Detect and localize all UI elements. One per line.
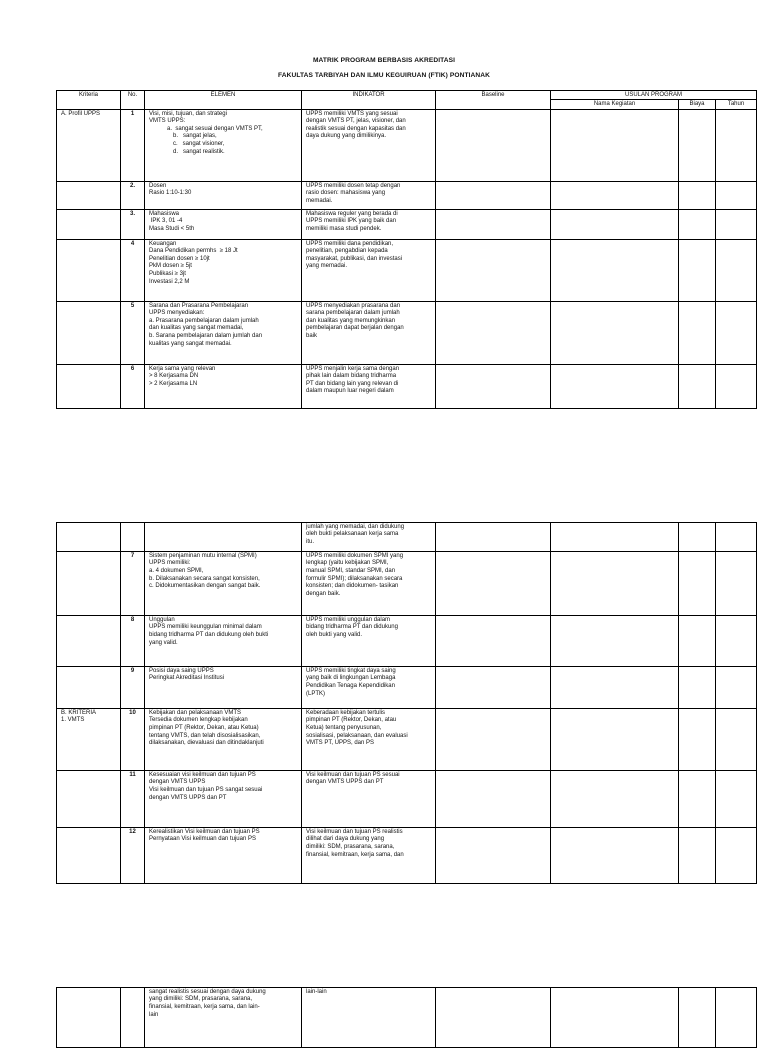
cell-indikator: [302, 364, 436, 408]
header-indikator: INDIKATOR: [302, 91, 436, 110]
elemen-line: Kerja sama yang relevan: [149, 365, 216, 372]
indikator-line: yang memadai.: [306, 263, 348, 270]
cell-elemen: [145, 988, 302, 1048]
elemen-line: > 8 Kerjasama DN: [149, 373, 199, 380]
indikator-line: VMTS PT, UPPS, dan PS: [306, 740, 375, 747]
indikator-line: lain-lain: [306, 988, 327, 995]
cell-baseline: [436, 709, 551, 771]
cell-tahun: [716, 109, 757, 181]
elemen-line: sangat realistis sesuai dengan daya dukung: [149, 988, 266, 995]
elemen-line: dengan VMTS UPPS dan PT: [149, 794, 227, 801]
cell-indikator: [302, 709, 436, 771]
cell-no: 1: [121, 109, 145, 181]
matrix-table-page-2: [56, 522, 757, 884]
cell-indikator: [302, 552, 436, 616]
indikator-line: realistik sesuai dengan kapasitas dan: [306, 125, 406, 132]
indikator-line: Ketua) tentang penyusunan,: [306, 724, 382, 731]
cell-tahun: [716, 988, 757, 1048]
cell-nama-kegiatan: [551, 109, 679, 181]
cell-indikator: [302, 667, 436, 709]
header-baseline: Baseline: [436, 91, 551, 110]
indikator-line: UPPS menjalin kerja sama dengan: [306, 365, 400, 372]
cell-elemen: [145, 771, 302, 828]
indikator-line: oleh bukti yang valid.: [306, 631, 363, 638]
elemen-line: tentang VMTS, dan telah disosialisasikan,: [149, 732, 261, 739]
elemen-line: lain: [149, 1011, 159, 1018]
elemen-line: dengan VMTS UPPS: [149, 779, 206, 786]
indikator-line: (LPTK): [306, 690, 326, 697]
cell-baseline: [436, 828, 551, 884]
table-row: [57, 239, 757, 301]
indikator-line: memadai.: [306, 197, 333, 204]
indikator-line: yang baik di lingkungan Lembaga: [306, 675, 396, 682]
elemen-line: UPPS memiliki keunggulan minimal dalam: [149, 624, 262, 631]
cell-nama-kegiatan: [551, 364, 679, 408]
cell-tahun: [716, 709, 757, 771]
cell-baseline: [436, 109, 551, 181]
cell-biaya: [679, 181, 716, 209]
elemen-line: Tersedia dokumen lengkap kebijakan: [149, 717, 248, 724]
cell-no: 8: [121, 616, 145, 667]
indikator-line: masyarakat, publikasi, dan investasi: [306, 255, 403, 262]
indikator-line: Visi keilmuan dan tujuan PS realistis: [306, 828, 403, 835]
cell-no: [121, 523, 145, 552]
elemen-line: a. Prasarana pembelajaran dalam jumlah: [149, 317, 259, 324]
elemen-line: c. Didokumentasikan dengan sangat baik.: [149, 583, 261, 590]
cell-nama-kegiatan: [551, 667, 679, 709]
indikator-line: formulir SPMI); dilaksanakan secara: [306, 575, 403, 582]
indikator-line: sosialisasi, pelaksanaan, dan evaluasi: [306, 732, 408, 739]
matrix-table-page-3: [56, 987, 757, 1048]
elemen-line: Visi keilmuan dan tujuan PS sangat sesuai: [149, 786, 263, 793]
cell-no: 4: [121, 239, 145, 301]
elemen-line: Sistem penjaminan mutu internal (SPMI): [149, 552, 257, 559]
cell-nama-kegiatan: [551, 209, 679, 239]
header-tahun: Tahun: [716, 100, 757, 109]
indikator-line: daya dukung yang dimilikinya.: [306, 133, 387, 140]
cell-biaya: [679, 109, 716, 181]
cell-biaya: [679, 239, 716, 301]
cell-kriteria: [57, 209, 121, 239]
cell-biaya: [679, 552, 716, 616]
cell-no: 12: [121, 828, 145, 884]
elemen-line: Kebijakan dan pelaksanaan VMTS: [149, 709, 242, 716]
cell-tahun: [716, 667, 757, 709]
cell-nama-kegiatan: [551, 552, 679, 616]
cell-baseline: [436, 667, 551, 709]
indikator-line: itu.: [306, 538, 315, 545]
document-title: MATRIK PROGRAM BERBASIS AKREDITASI: [312, 57, 456, 64]
indikator-line: dan kualitas yang memungkinkan: [306, 317, 396, 324]
cell-elemen: [145, 364, 302, 408]
indikator-line: Keberadaan kebijakan tertulis: [306, 709, 386, 716]
cell-nama-kegiatan: [551, 181, 679, 209]
cell-elemen: [145, 616, 302, 667]
cell-baseline: [436, 364, 551, 408]
table-row: [57, 828, 757, 884]
cell-nama-kegiatan: [551, 239, 679, 301]
elemen-line: Peringkat Akreditasi Institusi: [149, 675, 225, 682]
elemen-line: pimpinan PT (Rektor, Dekan, atau Ketua): [149, 724, 259, 731]
cell-no: [121, 988, 145, 1048]
indikator-line: rasio dosen: mahasiswa yang: [306, 190, 386, 197]
cell-baseline: [436, 209, 551, 239]
cell-baseline: [436, 771, 551, 828]
cell-indikator: [302, 181, 436, 209]
indikator-line: UPPS memiliki IPK yang baik dan: [306, 218, 397, 225]
cell-biaya: [679, 709, 716, 771]
cell-indikator: [302, 523, 436, 552]
elemen-line: a. sangat sesuai dengan VMTS PT,: [167, 125, 263, 132]
elemen-line: bidang tridharma PT dan didukung oleh bukti: [149, 631, 269, 638]
cell-indikator: [302, 616, 436, 667]
cell-tahun: [716, 552, 757, 616]
elemen-line: Dosen: [149, 182, 167, 189]
indikator-line: UPPS memiliki dosen tetap dengan: [306, 182, 401, 189]
cell-biaya: [679, 364, 716, 408]
cell-no: 2.: [121, 181, 145, 209]
indikator-line: UPPS menyediakan prasarana dan: [306, 302, 401, 309]
indikator-line: Mahasiswa reguler yang berada di: [306, 210, 398, 217]
cell-elemen: [145, 709, 302, 771]
cell-tahun: [716, 616, 757, 667]
cell-kriteria: [57, 828, 121, 884]
cell-biaya: [679, 667, 716, 709]
elemen-line: b. Dilaksanakan secara sangat konsisten,: [149, 575, 260, 582]
cell-no: 6: [121, 364, 145, 408]
indikator-line: dalam maupun luar negeri dalam: [306, 388, 394, 395]
indikator-line: Visi keilmuan dan tujuan PS sesuai: [306, 771, 400, 778]
elemen-line: Pernyataan Visi keilmuan dan tujuan PS: [149, 836, 256, 843]
cell-kriteria: [57, 616, 121, 667]
cell-no: 11: [121, 771, 145, 828]
cell-nama-kegiatan: [551, 828, 679, 884]
cell-nama-kegiatan: [551, 301, 679, 364]
table-row: [57, 301, 757, 364]
cell-biaya: [679, 301, 716, 364]
indikator-line: dengan baik.: [306, 590, 341, 597]
indikator-line: dengan VMTS UPPS dan PT: [306, 779, 384, 786]
cell-nama-kegiatan: [551, 771, 679, 828]
indikator-line: UPPS memiliki dokumen SPMI yang: [306, 552, 404, 559]
table-row: [57, 988, 757, 1048]
cell-tahun: [716, 828, 757, 884]
cell-baseline: [436, 181, 551, 209]
cell-indikator: [302, 301, 436, 364]
header-kriteria: Kriteria: [57, 91, 121, 110]
elemen-line: VMTS UPPS:: [149, 118, 186, 125]
elemen-line: dan kualitas yang sangat memadai,: [149, 325, 244, 332]
cell-elemen: [145, 552, 302, 616]
cell-kriteria: [57, 239, 121, 301]
elemen-line: kualitas yang sangat memadai.: [149, 340, 232, 347]
table-row: [57, 771, 757, 828]
elemen-line: PkM dosen ≥ 5jt: [149, 263, 192, 270]
cell-tahun: [716, 523, 757, 552]
cell-indikator: [302, 209, 436, 239]
indikator-line: oleh bukti pelaksanaan kerja sama: [306, 531, 399, 538]
elemen-line: IPK 3, 01 -4: [149, 218, 183, 225]
header-elemen: ELEMEN: [145, 91, 302, 110]
cell-nama-kegiatan: [551, 988, 679, 1048]
elemen-line: Keuangan: [149, 240, 177, 247]
header-no: No.: [121, 91, 145, 110]
elemen-line: > 2 Kerjasama LN: [149, 380, 198, 387]
cell-elemen: [145, 239, 302, 301]
elemen-line: Unggulan: [149, 616, 175, 623]
cell-tahun: [716, 181, 757, 209]
document-subtitle: FAKULTAS TARBIYAH DAN ILMU KEGUIRUAN (FTIK) PONTIANAK: [277, 72, 490, 79]
cell-biaya: [679, 771, 716, 828]
table-row: [57, 709, 757, 771]
cell-kriteria: [57, 523, 121, 552]
indikator-line: dimiliki: SDM, prasarana, sarana,: [306, 843, 395, 850]
cell-elemen: [145, 209, 302, 239]
indikator-line: pembelajaran dapat berjalan dengan: [306, 325, 404, 332]
cell-biaya: [679, 616, 716, 667]
elemen-line: b. sangat jelas,: [173, 133, 217, 140]
cell-nama-kegiatan: [551, 709, 679, 771]
cell-indikator: [302, 109, 436, 181]
indikator-line: PT dan bidang lain yang relevan di: [306, 380, 399, 387]
indikator-line: UPPS memiliki tingkat daya saing: [306, 667, 396, 674]
cell-biaya: [679, 988, 716, 1048]
cell-no: 10: [121, 709, 145, 771]
indikator-line: penelitian, pengabdian kepada: [306, 248, 388, 255]
cell-indikator: [302, 988, 436, 1048]
cell-tahun: [716, 239, 757, 301]
cell-kriteria: [57, 771, 121, 828]
indikator-line: Pendidikan Tenaga Kependidikan: [306, 682, 395, 689]
indikator-line: manual SPMI, standar SPMI, dan: [306, 567, 396, 574]
cell-no: 7: [121, 552, 145, 616]
matrix-table-page-1: [56, 90, 757, 409]
elemen-line: Dana Pendidikan permhs ≥ 18 Jt: [149, 248, 238, 255]
elemen-line: Investasi 2,2 M: [149, 278, 190, 285]
cell-kriteria: [57, 364, 121, 408]
elemen-line: Sarana dan Prasarana Pembelajaran: [149, 302, 249, 309]
indikator-line: finansial, kemitraan, kerja sama, dan: [306, 851, 404, 858]
indikator-line: jumlah yang memadai, dan didukung: [306, 523, 405, 530]
cell-kriteria: [57, 667, 121, 709]
cell-tahun: [716, 301, 757, 364]
cell-tahun: [716, 771, 757, 828]
header-usulan-program: USULAN PROGRAM: [551, 91, 757, 100]
table-row: [57, 523, 757, 552]
table-row: [57, 109, 757, 181]
cell-biaya: [679, 523, 716, 552]
indikator-line: memiliki masa studi pendek.: [306, 225, 382, 232]
elemen-line: b. Sarana pembelajaran dalam jumlah dan: [149, 332, 263, 339]
table-row: [57, 667, 757, 709]
elemen-line: a. 4 dokumen SPMI,: [149, 567, 204, 574]
cell-baseline: [436, 552, 551, 616]
cell-tahun: [716, 209, 757, 239]
cell-indikator: [302, 239, 436, 301]
table-row: [57, 616, 757, 667]
cell-elemen: [145, 828, 302, 884]
table-row: [57, 209, 757, 239]
cell-baseline: [436, 988, 551, 1048]
elemen-line: Kerealistikan Visi keilmuan dan tujuan PS: [149, 828, 260, 835]
cell-elemen: [145, 181, 302, 209]
indikator-line: pihak lain dalam bidang tridharma: [306, 373, 397, 380]
elemen-line: Penelitian dosen ≥ 10jt: [149, 255, 210, 262]
elemen-line: Publikasi ≥ 3jt: [149, 270, 186, 277]
indikator-line: pimpinan PT (Rektor, Dekan, atau: [306, 717, 397, 724]
elemen-line: Posisi daya saing UPPS: [149, 667, 214, 674]
table-row: [57, 552, 757, 616]
cell-elemen: [145, 109, 302, 181]
cell-biaya: [679, 209, 716, 239]
cell-elemen: [145, 301, 302, 364]
cell-baseline: [436, 523, 551, 552]
cell-nama-kegiatan: [551, 523, 679, 552]
table-row: [57, 364, 757, 408]
header-nama-kegiatan: Nama Kegiatan: [551, 100, 679, 109]
cell-kriteria: [57, 181, 121, 209]
elemen-line: yang valid.: [149, 639, 178, 646]
cell-kriteria: [57, 988, 121, 1048]
cell-kriteria: [57, 301, 121, 364]
cell-indikator: [302, 771, 436, 828]
indikator-line: dengan VMTS PT, jelas, visioner, dan: [306, 118, 406, 125]
elemen-line: Kesesuaian visi keilmuan dan tujuan PS: [149, 771, 256, 778]
elemen-line: yang dimiliki: SDM, prasarana, sarana,: [149, 996, 253, 1003]
cell-indikator: [302, 828, 436, 884]
elemen-line: UPPS memiliki:: [149, 560, 191, 567]
cell-no: 3.: [121, 209, 145, 239]
elemen-line: Rasio 1:10-1:30: [149, 190, 192, 197]
cell-kriteria: [57, 552, 121, 616]
indikator-line: UPPS memiliki VMTS yang sesuai: [306, 110, 398, 117]
elemen-line: UPPS menyediakan:: [149, 310, 205, 317]
elemen-line: Masa Studi < 5th: [149, 225, 195, 232]
header-biaya: Biaya: [679, 100, 716, 109]
cell-kriteria: B. KRITERIA 1. VMTS: [57, 709, 121, 771]
cell-biaya: [679, 828, 716, 884]
cell-baseline: [436, 301, 551, 364]
table-row: [57, 181, 757, 209]
indikator-line: UPPS memiliki dana pendidikan,: [306, 240, 394, 247]
elemen-line: finansial, kemitraan, kerja sama, dan lain-: [149, 1003, 260, 1010]
cell-tahun: [716, 364, 757, 408]
indikator-line: konsisten; dan didokumen- tasikan: [306, 583, 399, 590]
cell-kriteria: A. Profil UPPS: [57, 109, 121, 181]
indikator-line: UPPS memiliki unggulan dalam: [306, 616, 391, 623]
indikator-line: lengkap (yaitu kebijakan SPMI,: [306, 560, 389, 567]
elemen-line: Mahasiswa: [149, 210, 180, 217]
cell-nama-kegiatan: [551, 616, 679, 667]
indikator-line: bidang tridharma PT dan didukung: [306, 624, 398, 631]
elemen-line: Visi, misi, tujuan, dan strategi: [149, 110, 227, 117]
cell-no: 5: [121, 301, 145, 364]
cell-elemen: [145, 667, 302, 709]
elemen-line: d. sangat realistik.: [173, 148, 225, 155]
elemen-line: dilaksanakan, dievaluasi dan ditindaklanjuti: [149, 740, 264, 747]
indikator-line: dilihat dari daya dukung yang: [306, 836, 385, 843]
indikator-line: sarana pembelajaran dalam jumlah: [306, 310, 400, 317]
cell-elemen: [145, 523, 302, 552]
cell-baseline: [436, 616, 551, 667]
indikator-line: baik: [306, 332, 318, 339]
cell-no: 9: [121, 667, 145, 709]
elemen-line: c. sangat visioner,: [173, 140, 225, 147]
cell-baseline: [436, 239, 551, 301]
